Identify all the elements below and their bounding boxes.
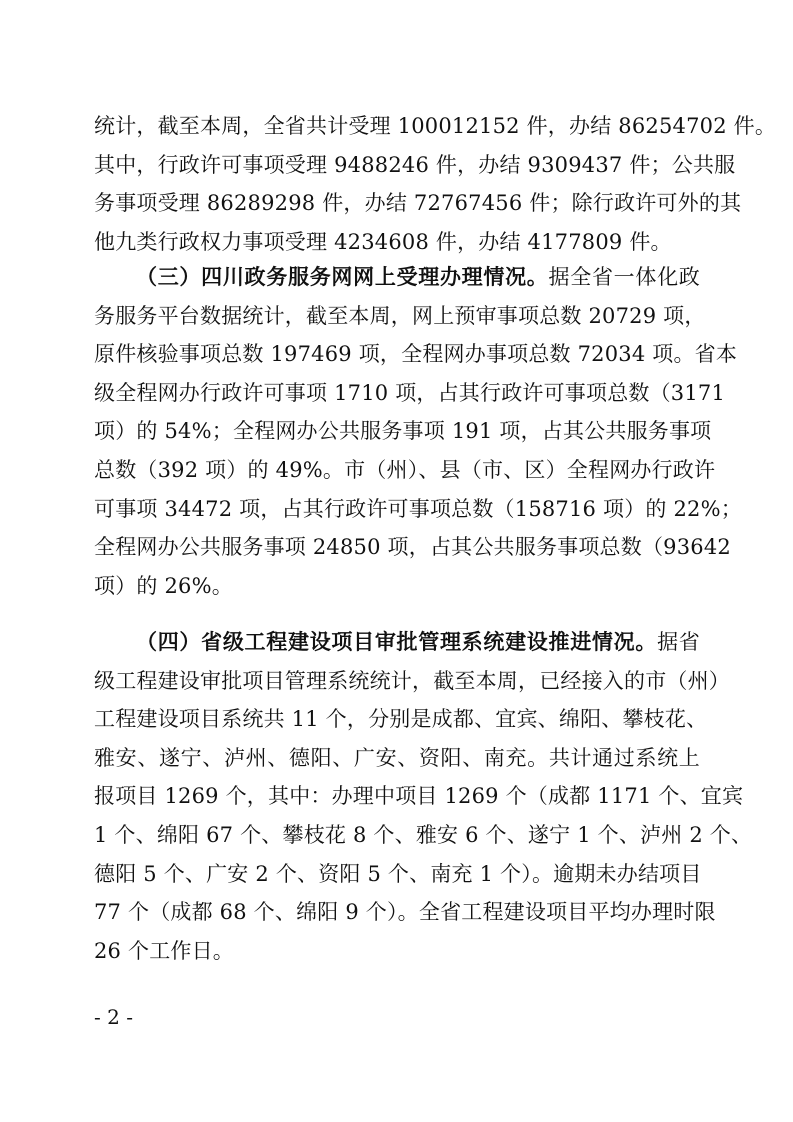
text-run: 报项目 1269 个，其中：办理中项目 1269 个（成都 1171 个、宜宾 [94, 784, 744, 809]
text-run: 项）的 26%。 [94, 573, 233, 598]
text-run: 全程网办公共服务事项 24850 项，占其公共服务事项总数（93642 [94, 535, 731, 560]
page-number: - 2 - [94, 1005, 133, 1029]
text-run: 26 个工作日。 [94, 938, 234, 963]
text-line [94, 108, 777, 144]
text-run: 其中，行政许可事项受理 9488246 件，办结 9309437 件；公共服 [94, 152, 736, 177]
text-run: 项）的 54%；全程网办公共服务事项 191 项，占其公共服务事项 [94, 419, 712, 444]
text-run: 统计，截至本周，全省共计受理 100012152 件，办结 86254702 件。 [94, 114, 777, 138]
text-line [94, 452, 716, 488]
section-heading: （四）省级工程建设项目审批管理系统建设推进情况。 [136, 629, 658, 654]
text-line [136, 259, 700, 295]
text-line [136, 624, 700, 660]
text-run: 据全省一体化政 [548, 265, 700, 289]
text-run: 1 个、绵阳 67 个、攀枝花 8 个、雅安 6 个、遂宁 1 个、泸州 2 个、 [94, 823, 753, 847]
text-line [94, 375, 726, 411]
text-line [94, 413, 712, 449]
text-run: 据省 [657, 630, 700, 654]
text-run: 他九类行政权力事项受理 4234608 件，办结 4177809 件。 [94, 229, 672, 254]
text-run: 原件核验事项总数 197469 项，全程网办事项总数 72034 项。省本 [94, 342, 738, 367]
text-run: 级工程建设审批项目管理系统统计，截至本周，已经接入的市（州） [94, 668, 730, 693]
text-run: 务事项受理 86289298 件，办结 72767456 件；除行政许可外的其 [94, 191, 742, 216]
section-heading: （三）四川政务服务网网上受理办理情况。 [136, 264, 549, 289]
text-run: 总数（392 项）的 49%。市（州）、县（市、区）全程网办行政许 [94, 458, 716, 482]
text-run: 务服务平台数据统计，截至本周，网上预审事项总数 20729 项， [94, 303, 706, 328]
text-run: 德阳 5 个、广安 2 个、资阳 5 个、南充 1 个）。逾期未办结项目 [94, 861, 702, 886]
text-line [94, 856, 700, 892]
text-run: 可事项 34472 项，占其行政许可事项总数（158716 项）的 22%； [94, 496, 742, 521]
text-run: 级全程网办行政许可事项 1710 项，占其行政许可事项总数（3171 [94, 380, 726, 405]
text-line [94, 933, 700, 969]
text-line [94, 663, 730, 699]
text-line [94, 740, 700, 776]
text-line [94, 568, 700, 604]
text-line [94, 778, 744, 814]
text-line [94, 298, 706, 334]
text-line [94, 491, 742, 527]
text-line [94, 185, 742, 221]
text-line [94, 817, 753, 853]
text-line [94, 224, 700, 260]
text-line [94, 894, 716, 930]
text-run: 雅安、遂宁、泸州、德阳、广安、资阳、南充。共计通过系统上 [94, 745, 700, 770]
text-line [94, 336, 738, 372]
text-run: 工程建设项目系统共 11 个，分别是成都、宜宾、绵阳、攀枝花、 [94, 707, 708, 732]
text-run: 77 个（成都 68 个、绵阳 9 个）。全省工程建设项目平均办理时限 [94, 900, 716, 925]
text-line [94, 529, 731, 565]
text-line [94, 147, 736, 183]
text-line [94, 701, 708, 737]
